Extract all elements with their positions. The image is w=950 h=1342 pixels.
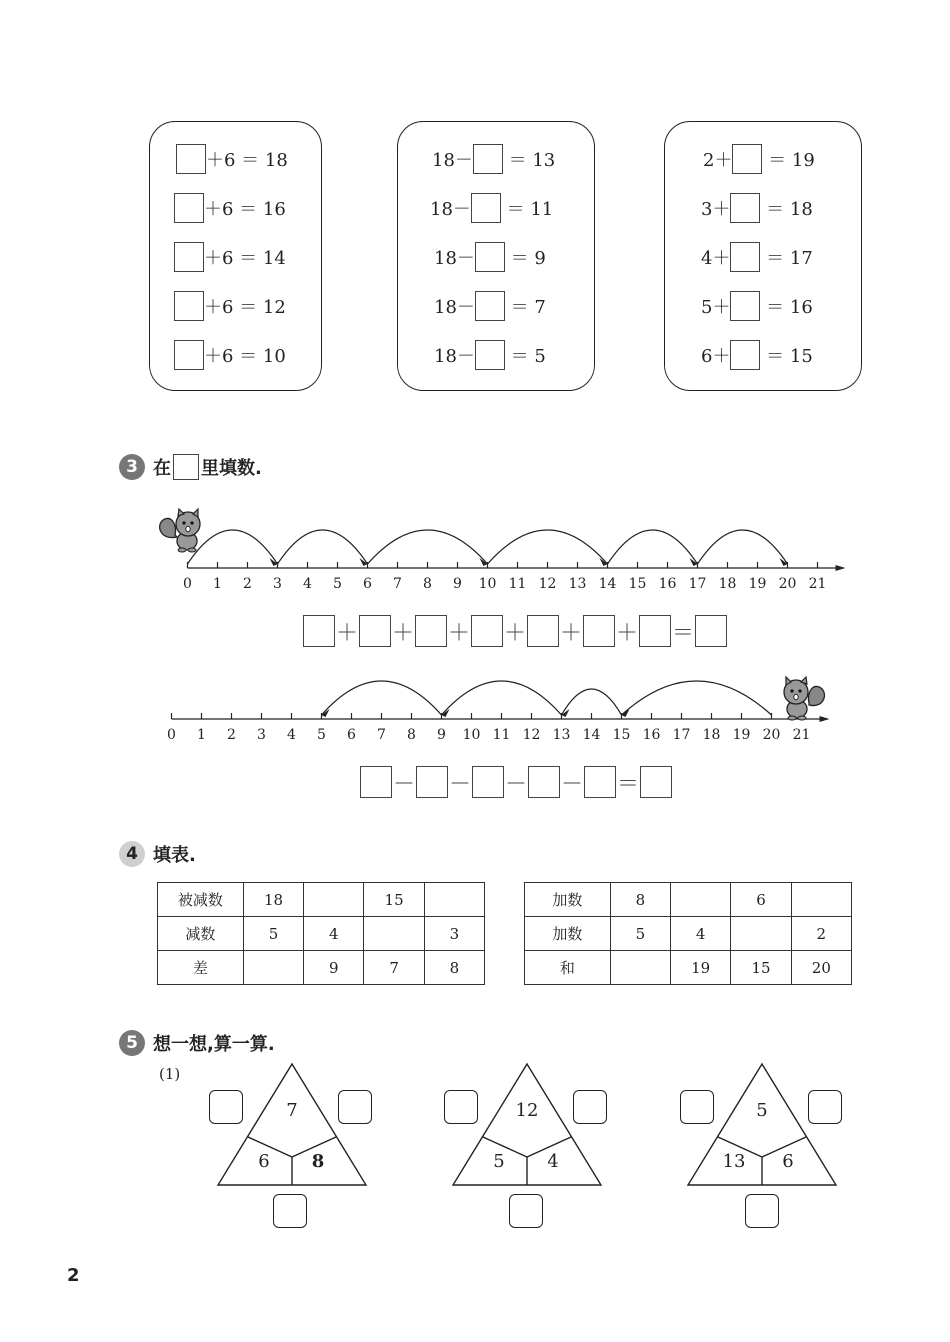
squirrel-icon xyxy=(776,675,830,721)
tick-label: 7 xyxy=(393,576,402,592)
tick-label: 4 xyxy=(303,576,312,592)
answer-box[interactable] xyxy=(639,615,671,647)
tick-label: 9 xyxy=(453,576,462,592)
jump-arc xyxy=(488,530,608,564)
equation-text: ＝ 16 xyxy=(760,297,813,318)
tick-label: 4 xyxy=(287,727,296,743)
operator-sign: ＋ xyxy=(391,620,414,646)
tick-label: 11 xyxy=(492,727,511,743)
answer-box[interactable] xyxy=(359,615,391,647)
table-cell: 2 xyxy=(791,917,851,951)
row-header-cell: 加数 xyxy=(525,917,611,951)
equation-text: 18－ xyxy=(432,150,473,171)
table-cell[interactable] xyxy=(791,883,851,917)
answer-box[interactable] xyxy=(174,193,204,223)
tick-label: 19 xyxy=(732,727,751,743)
answer-box[interactable] xyxy=(471,193,501,223)
answer-box[interactable] xyxy=(730,242,760,272)
triangle-left-number: 6 xyxy=(258,1151,270,1172)
tick-label: 13 xyxy=(568,576,587,592)
tick-label: 11 xyxy=(508,576,527,592)
equation-row xyxy=(150,191,321,225)
number-triangle xyxy=(451,1062,603,1187)
answer-box[interactable] xyxy=(584,766,616,798)
table-row xyxy=(525,883,852,917)
operator-sign: － xyxy=(392,771,415,797)
equation-text: ＝ 5 xyxy=(504,346,546,367)
number-line-1 xyxy=(150,500,850,600)
equation-text: ＋6 ＝ 12 xyxy=(204,297,286,318)
table-cell: 9 xyxy=(304,951,364,985)
table-cell[interactable] xyxy=(424,883,484,917)
answer-box[interactable] xyxy=(745,1194,779,1228)
tick-label: 13 xyxy=(552,727,571,743)
operator-sign: － xyxy=(560,771,583,797)
equation-text: 4＋ xyxy=(701,248,731,269)
answer-box[interactable] xyxy=(176,144,206,174)
equation-text: ＝ 15 xyxy=(760,346,813,367)
equation-row xyxy=(398,289,594,323)
triangle-top-number: 7 xyxy=(286,1100,298,1121)
equation-row xyxy=(150,142,321,176)
table-cell: 8 xyxy=(424,951,484,985)
tick-label: 21 xyxy=(808,576,827,592)
tick-label: 5 xyxy=(333,576,342,592)
equation-text: ＝ 13 xyxy=(502,150,556,171)
tick-label: 14 xyxy=(598,576,617,592)
triangle-right-number: 6 xyxy=(782,1151,794,1172)
table-cell: 15 xyxy=(731,951,791,985)
answer-box[interactable] xyxy=(209,1090,243,1124)
equation-row xyxy=(150,338,321,372)
section-3-header xyxy=(119,454,262,480)
table-cell: 4 xyxy=(304,917,364,951)
arrow-head xyxy=(836,565,846,571)
row-header-cell: 差 xyxy=(158,951,244,985)
equation-text: ＝ 9 xyxy=(504,248,546,269)
tick-label: 8 xyxy=(423,576,432,592)
tick-label: 16 xyxy=(658,576,677,592)
answer-box[interactable] xyxy=(415,615,447,647)
answer-box[interactable] xyxy=(338,1090,372,1124)
addition-table xyxy=(524,882,852,985)
table-row xyxy=(525,917,852,951)
equation-text: ＝ 7 xyxy=(504,297,546,318)
tick-label: 12 xyxy=(538,576,557,592)
answer-box[interactable] xyxy=(471,615,503,647)
jump-arc xyxy=(278,530,368,564)
table-cell: 20 xyxy=(791,951,851,985)
tick-label: 15 xyxy=(628,576,647,592)
operator-sign: － xyxy=(504,771,527,797)
equation-row xyxy=(665,289,861,323)
section-title-pre: 在 xyxy=(153,458,171,479)
section-title: 想一想,算一算. xyxy=(153,1034,275,1055)
squirrel-icon xyxy=(155,507,207,553)
table-cell[interactable] xyxy=(243,951,303,985)
row-header-cell: 减数 xyxy=(158,917,244,951)
jump-arc xyxy=(698,530,788,564)
answer-box[interactable] xyxy=(695,615,727,647)
tick-label: 14 xyxy=(582,727,601,743)
jump-arc xyxy=(322,681,442,715)
equation-text: 5＋ xyxy=(701,297,731,318)
tick-label: 5 xyxy=(317,727,326,743)
equation-text: 18－ xyxy=(434,297,475,318)
number-triangle xyxy=(216,1062,368,1187)
equation-text: 18－ xyxy=(430,199,471,220)
answer-box[interactable] xyxy=(416,766,448,798)
number-triangle xyxy=(686,1062,838,1187)
section-title-post: 里填数. xyxy=(201,458,262,479)
table-cell[interactable] xyxy=(610,951,670,985)
jump-arc xyxy=(562,689,622,715)
section-number: 5 xyxy=(119,1030,145,1056)
answer-box[interactable] xyxy=(583,615,615,647)
jump-arc xyxy=(622,681,772,715)
tick-label: 18 xyxy=(718,576,737,592)
equation-text: ＝ 17 xyxy=(760,248,813,269)
answer-box[interactable] xyxy=(527,615,559,647)
tick-label: 10 xyxy=(462,727,481,743)
row-header-cell: 加数 xyxy=(525,883,611,917)
triangle-top-number: 5 xyxy=(756,1100,768,1121)
answer-box[interactable] xyxy=(730,291,760,321)
equation-text: ＝ 19 xyxy=(762,150,815,171)
tick-label: 2 xyxy=(243,576,252,592)
tick-label: 20 xyxy=(762,727,781,743)
table-cell: 5 xyxy=(610,917,670,951)
tick-label: 3 xyxy=(273,576,282,592)
answer-box[interactable] xyxy=(174,242,204,272)
answer-box[interactable] xyxy=(444,1090,478,1124)
equation-row xyxy=(665,240,861,274)
equation-row xyxy=(150,289,321,323)
sub-question-label: (1) xyxy=(159,1065,181,1083)
tick-label: 0 xyxy=(183,576,192,592)
equation-row xyxy=(398,191,594,225)
equation-row xyxy=(665,338,861,372)
table-cell[interactable] xyxy=(304,883,364,917)
tick-label: 2 xyxy=(227,727,236,743)
answer-box[interactable] xyxy=(730,340,760,370)
answer-box[interactable] xyxy=(680,1090,714,1124)
jump-arc xyxy=(368,530,488,564)
equation-group-1 xyxy=(149,121,322,391)
triangle-right-number: 4 xyxy=(547,1151,559,1172)
number-line-2 xyxy=(150,660,850,750)
tick-label: 12 xyxy=(522,727,541,743)
table-cell[interactable] xyxy=(364,917,424,951)
table-cell: 18 xyxy=(243,883,303,917)
tick-label: 6 xyxy=(363,576,372,592)
answer-box[interactable] xyxy=(528,766,560,798)
tick-label: 19 xyxy=(748,576,767,592)
answer-row-1 xyxy=(303,615,727,647)
answer-box[interactable] xyxy=(475,242,505,272)
page-number: 2 xyxy=(67,1265,80,1286)
table-cell: 19 xyxy=(671,951,731,985)
tick-label: 3 xyxy=(257,727,266,743)
tick-label: 20 xyxy=(778,576,797,592)
tick-label: 0 xyxy=(167,727,176,743)
table-cell: 4 xyxy=(671,917,731,951)
tick-label: 9 xyxy=(437,727,446,743)
subtraction-table xyxy=(157,882,485,985)
table-row xyxy=(158,883,485,917)
operator-sign: ＝ xyxy=(671,620,694,646)
section-5-header xyxy=(119,1030,275,1056)
section-title: 填表. xyxy=(153,845,196,866)
equation-text: ＋6 ＝ 18 xyxy=(206,150,288,171)
triangle-right-number: 8 xyxy=(311,1151,325,1172)
table-row xyxy=(158,951,485,985)
equation-text: ＋6 ＝ 14 xyxy=(204,248,286,269)
operator-sign: ＋ xyxy=(503,620,526,646)
operator-sign: ＝ xyxy=(616,771,639,797)
operator-sign: ＋ xyxy=(559,620,582,646)
operator-sign: ＋ xyxy=(447,620,470,646)
tick-label: 6 xyxy=(347,727,356,743)
table-row xyxy=(525,951,852,985)
equation-row xyxy=(150,240,321,274)
tick-label: 7 xyxy=(377,727,386,743)
equation-group-2 xyxy=(397,121,595,391)
tick-label: 17 xyxy=(688,576,707,592)
answer-box[interactable] xyxy=(273,1194,307,1228)
answer-box[interactable] xyxy=(475,291,505,321)
section-4-header xyxy=(119,841,196,867)
operator-sign: － xyxy=(448,771,471,797)
table-cell: 3 xyxy=(424,917,484,951)
equation-group-3 xyxy=(664,121,862,391)
equation-text: 18－ xyxy=(434,248,475,269)
tick-label: 10 xyxy=(478,576,497,592)
answer-box[interactable] xyxy=(472,766,504,798)
equation-row xyxy=(398,338,594,372)
equation-text: 3＋ xyxy=(701,199,731,220)
answer-box[interactable] xyxy=(509,1194,543,1228)
operator-sign: ＋ xyxy=(335,620,358,646)
tick-label: 17 xyxy=(672,727,691,743)
table-cell[interactable] xyxy=(731,917,791,951)
answer-box[interactable] xyxy=(573,1090,607,1124)
equation-text: 18－ xyxy=(434,346,475,367)
jump-arrow xyxy=(622,709,630,717)
equation-text: ＝ 11 xyxy=(500,199,554,220)
table-cell[interactable] xyxy=(671,883,731,917)
section-number: 3 xyxy=(119,454,145,480)
table-cell: 6 xyxy=(731,883,791,917)
table-cell: 15 xyxy=(364,883,424,917)
answer-box[interactable] xyxy=(475,340,505,370)
tick-label: 21 xyxy=(792,727,811,743)
equation-row xyxy=(398,142,594,176)
jump-arc xyxy=(608,530,698,564)
equation-row xyxy=(665,142,861,176)
answer-box[interactable] xyxy=(730,193,760,223)
row-header-cell: 和 xyxy=(525,951,611,985)
answer-box[interactable] xyxy=(303,615,335,647)
answer-box[interactable] xyxy=(360,766,392,798)
tick-label: 8 xyxy=(407,727,416,743)
answer-box[interactable] xyxy=(174,291,204,321)
triangle-top-number: 12 xyxy=(515,1100,539,1121)
operator-sign: ＋ xyxy=(615,620,638,646)
tick-label: 18 xyxy=(702,727,721,743)
tick-label: 16 xyxy=(642,727,661,743)
answer-box[interactable] xyxy=(174,340,204,370)
tick-label: 1 xyxy=(213,576,222,592)
table-cell: 8 xyxy=(610,883,670,917)
equation-text: ＋6 ＝ 10 xyxy=(204,346,286,367)
equation-text: ＋6 ＝ 16 xyxy=(204,199,286,220)
triangle-left-number: 13 xyxy=(722,1151,746,1172)
answer-row-2 xyxy=(360,766,672,798)
equation-row xyxy=(665,191,861,225)
section-number: 4 xyxy=(119,841,145,867)
answer-box[interactable] xyxy=(732,144,762,174)
tick-label: 1 xyxy=(197,727,206,743)
tick-label: 15 xyxy=(612,727,631,743)
row-header-cell: 被减数 xyxy=(158,883,244,917)
equation-row xyxy=(398,240,594,274)
box-symbol xyxy=(173,454,199,480)
answer-box[interactable] xyxy=(640,766,672,798)
equation-text: 2＋ xyxy=(703,150,733,171)
triangle-left-number: 5 xyxy=(493,1151,505,1172)
jump-arc xyxy=(442,681,562,715)
answer-box[interactable] xyxy=(473,144,503,174)
equation-text: 6＋ xyxy=(701,346,731,367)
table-cell: 5 xyxy=(243,917,303,951)
answer-box[interactable] xyxy=(808,1090,842,1124)
table-row xyxy=(158,917,485,951)
table-cell: 7 xyxy=(364,951,424,985)
equation-text: ＝ 18 xyxy=(760,199,813,220)
